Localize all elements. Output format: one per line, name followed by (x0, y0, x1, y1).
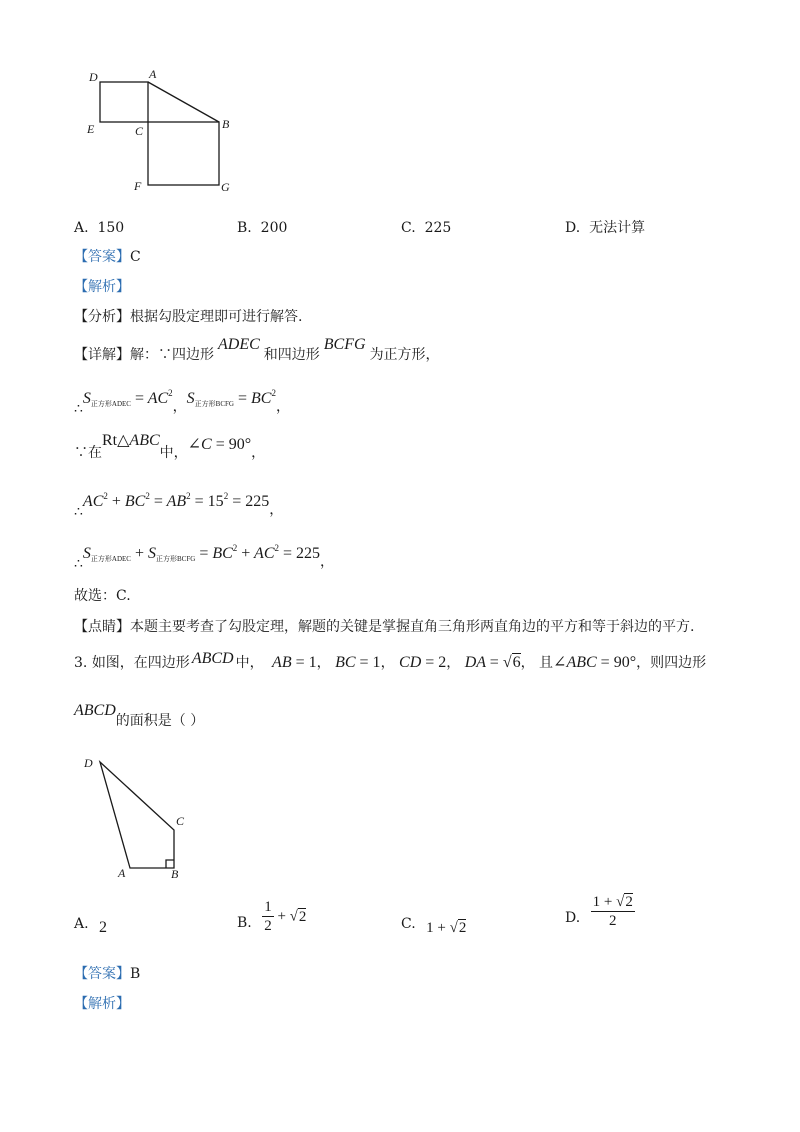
detail-line: 【详解】解：∵四边形ADEC和四边形BCFG为正方形， (74, 336, 440, 363)
q3-analysis-tag: 【解析】 (74, 996, 130, 1012)
choose-line: 故选：C. (74, 588, 131, 604)
step-3: $\therefore AC^2 + BC^2 = AB^2 = 15^2 = 225$， (74, 491, 284, 520)
label-C: C (135, 124, 144, 138)
figure-quadrilateral (80, 750, 200, 885)
q3-option-b: B. $\frac{1}{2}$ + √2 (237, 899, 307, 934)
label-E: E (87, 122, 95, 136)
q3-answer: 【答案】B (74, 966, 141, 982)
q3-stem-2: ABCD的面积是（ ） (74, 702, 205, 729)
label-A: A (149, 67, 157, 81)
step-4: $\therefore S_{正方形ADEC} + S_{正方形BCFG} = BC^2 + AC^2 = 225$， (74, 543, 335, 572)
option-a: A. 150 (74, 220, 125, 236)
option-c: C. 225 (401, 220, 452, 236)
label-G: G (221, 180, 230, 194)
fenxi-line: 【分析】根据勾股定理即可进行解答. (74, 309, 303, 325)
q3-option-d: D. $\frac{1 + √2}{2}$ (565, 894, 633, 929)
label-D: D (89, 70, 98, 84)
option-d: D. 无法计算 (565, 220, 646, 236)
label-A2: A (118, 866, 126, 880)
figure-squares (80, 64, 240, 196)
q3-option-c: C. 1 + √2 (401, 916, 467, 936)
step-2: ∵在Rt△ABC中，∠C = 90°， (74, 432, 266, 461)
label-F: F (134, 179, 142, 193)
answer-line: 【答案】C (74, 249, 141, 265)
label-D2: D (84, 756, 93, 770)
q3-option-a: A. 2 (74, 916, 108, 936)
label-C2: C (176, 814, 185, 828)
dianjing-line: 【点睛】本题主要考查了勾股定理，解题的关键是掌握直角三角形两直角边的平方和等于斜边的平方. (74, 619, 695, 635)
step-1: $\therefore S_{正方形ADEC} = AC^2$，$S_{正方形BCFG} = BC^2$， (74, 388, 290, 417)
q3-stem: 3. 如图，在四边形 ABCD 中， AB = 1， BC = 1， CD = 2， DA = √6， 且∠ABC = 90°，则四边形 (74, 650, 707, 671)
option-b: B. 200 (237, 220, 288, 236)
label-B: B (222, 117, 230, 131)
label-B2: B (171, 867, 179, 881)
analysis-tag: 【解析】 (74, 279, 130, 295)
